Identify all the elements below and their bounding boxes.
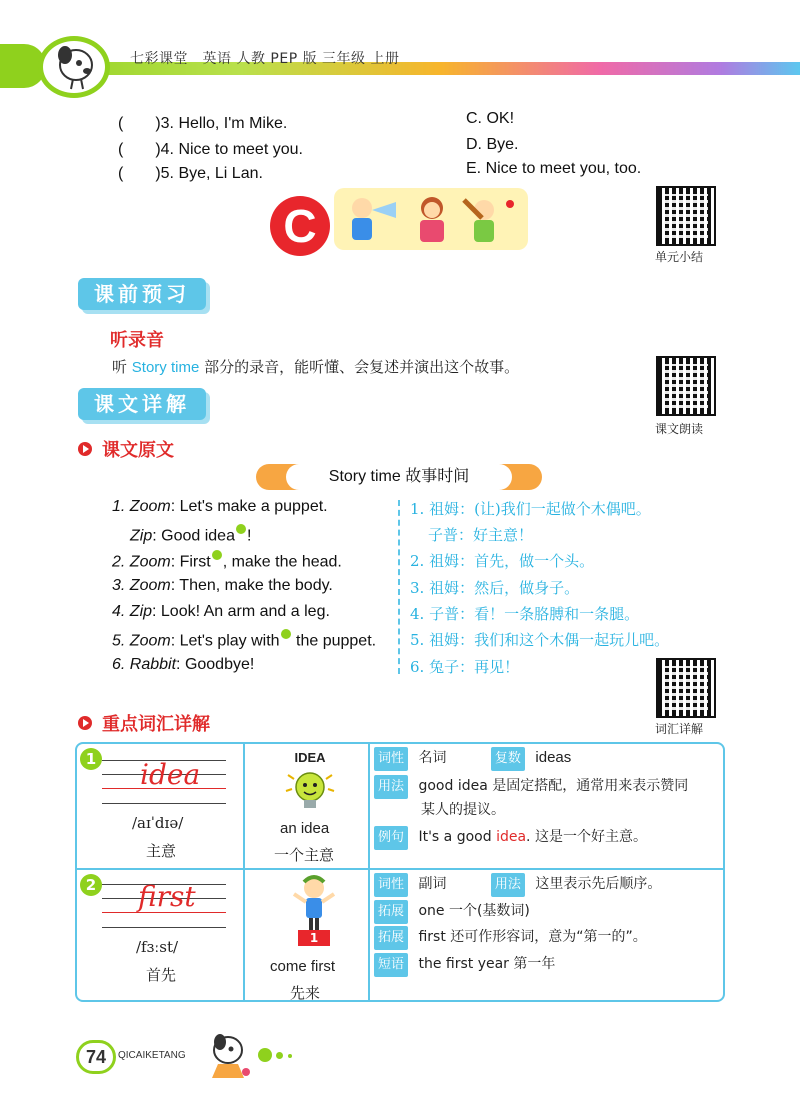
footer-dot-medium xyxy=(276,1052,283,1059)
vocab-col-divider-1 xyxy=(243,744,245,1000)
note-marker-3 xyxy=(281,629,291,639)
preview-instruction: 听 Story time 部分的录音，能听懂、会复述并演出这个故事。 xyxy=(112,358,520,376)
footer-dot-large xyxy=(258,1048,272,1062)
vocab-idea-usage: 用法 good idea 是固定搭配，通常用来表示赞同 xyxy=(374,775,688,799)
story-line-en-1: 1. Zoom: Let's make a puppet. xyxy=(112,498,328,515)
phrase-en-first: come first xyxy=(270,958,336,975)
match-left-3: ( )3. Hello, I'm Mike. xyxy=(118,115,288,132)
original-text-heading: 课文原文 xyxy=(78,436,174,462)
vocab-row-divider xyxy=(77,868,723,870)
meaning-idea: 主意 xyxy=(146,842,177,860)
story-divider xyxy=(398,500,400,674)
vocab-word-first: first xyxy=(138,880,196,913)
match-left-4: ( )4. Nice to meet you. xyxy=(118,141,303,158)
qr-caption-vocab: 词汇详解 xyxy=(655,722,704,736)
story-line-en-2: 2. Zoom: First , make the head. xyxy=(112,550,342,571)
section-c-illustration xyxy=(334,188,528,250)
page-number: 74 xyxy=(76,1040,116,1074)
story-line-zh-1b: 子普：好主意！ xyxy=(428,526,534,544)
story-line-en-6: 6. Rabbit: Goodbye! xyxy=(112,656,255,673)
vocab-first-pos: 词性 副词 用法 这里表示先后顺序。 xyxy=(374,873,661,897)
header-color-bar xyxy=(0,62,800,75)
match-left-5: ( )5. Bye, Li Lan. xyxy=(118,165,263,182)
vocab-idea-pos: 词性 名词 复数 ideas xyxy=(374,747,571,771)
section-label-preview: 课前预习 xyxy=(78,278,206,310)
phonetic-idea: /aɪˈdɪə/ xyxy=(132,814,184,832)
phrase-zh-idea: 一个主意 xyxy=(274,846,335,864)
section-c-badge: C xyxy=(270,196,330,256)
story-line-en-4: 4. Zip: Look! An arm and a leg. xyxy=(112,603,330,620)
vocab-first-phrase: 短语 the first year 第一年 xyxy=(374,953,555,977)
story-title: Story time 故事时间 xyxy=(286,464,512,490)
story-line-zh-2: 2. 祖姆：首先，做一个头。 xyxy=(410,552,595,570)
qr-code-text-reading[interactable] xyxy=(656,356,716,416)
preview-subtitle: 听录音 xyxy=(110,330,164,351)
vocab-idea-usage-cont: 某人的提议。 xyxy=(421,802,505,818)
story-line-zh-3: 3. 祖姆：然后，做身子。 xyxy=(410,579,580,597)
vocab-number-1: 1 xyxy=(80,748,102,770)
qr-caption-unit-summary: 单元小结 xyxy=(655,250,704,264)
match-right-e: E. Nice to meet you, too. xyxy=(466,160,642,177)
mascot-footer-icon xyxy=(200,1030,256,1082)
play-bullet-icon xyxy=(78,716,92,730)
phrase-en-idea: an idea xyxy=(280,820,330,837)
story-time-highlight: Story time xyxy=(131,359,200,376)
meaning-first: 首先 xyxy=(146,966,177,984)
vocab-number-2: 2 xyxy=(80,874,102,896)
qr-code-unit-summary[interactable] xyxy=(656,186,716,246)
vocab-word-idea: idea xyxy=(140,758,201,791)
header-title: 七彩课堂 英语 人教 PEP 版 三年级 上册 xyxy=(130,51,400,67)
note-marker-2 xyxy=(212,550,222,560)
vocab-first-extend-2: 拓展 first 还可作形容词，意为“第一的”。 xyxy=(374,926,647,950)
story-line-zh-4: 4. 子普：看！一条胳膊和一条腿。 xyxy=(410,605,640,623)
qr-caption-text-reading: 课文朗读 xyxy=(655,422,704,436)
story-line-zh-6: 6. 兔子：再见！ xyxy=(410,658,520,676)
phonetic-first: /fɜːst/ xyxy=(136,938,179,956)
winner-podium-icon: 1 xyxy=(284,874,344,950)
footer-brand: QICAIKETANG xyxy=(118,1050,186,1061)
idea-lightbulb-icon: IDEA xyxy=(280,750,340,816)
vocab-col-divider-2 xyxy=(368,744,370,1000)
vocab-idea-example: 例句 It's a good idea. 这是一个好主意。 xyxy=(374,826,647,850)
play-bullet-icon xyxy=(78,442,92,456)
vocab-heading: 重点词汇详解 xyxy=(78,710,210,736)
story-line-en-1b: Zip: Good idea ! xyxy=(130,524,251,545)
section-label-lesson: 课文详解 xyxy=(78,388,206,420)
vocab-first-extend-1: 拓展 one 一个(基数词) xyxy=(374,900,530,924)
story-line-en-5: 5. Zoom: Let's play with the puppet. xyxy=(112,629,376,650)
story-line-zh-5: 5. 祖姆：我们和这个木偶一起玩儿吧。 xyxy=(410,631,670,649)
footer-dot-small xyxy=(288,1054,292,1058)
story-line-zh-1: 1. 祖姆：(让)我们一起做个木偶吧。 xyxy=(410,500,651,518)
match-right-c: C. OK! xyxy=(466,110,515,127)
note-marker-1 xyxy=(236,524,246,534)
match-right-d: D. Bye. xyxy=(466,136,519,153)
qr-code-vocab[interactable] xyxy=(656,658,716,718)
story-line-en-3: 3. Zoom: Then, make the body. xyxy=(112,577,333,594)
phrase-zh-first: 先来 xyxy=(290,984,321,1002)
mascot-logo xyxy=(38,36,110,98)
